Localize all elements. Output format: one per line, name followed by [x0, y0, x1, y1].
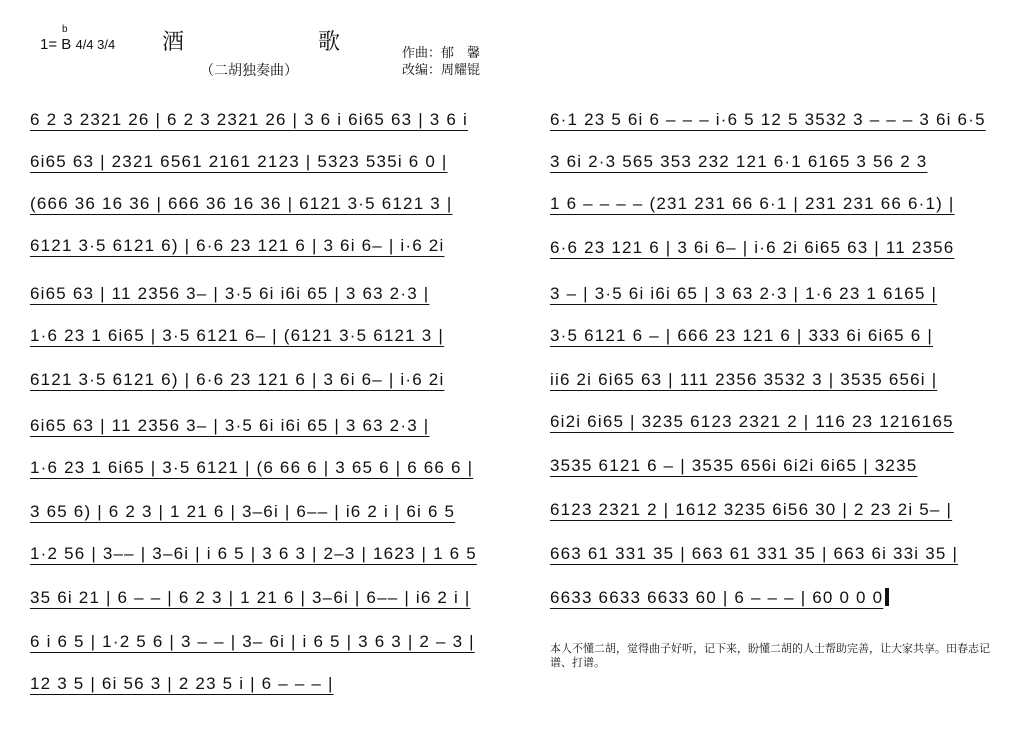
arranger-credit: 改编：周耀锟 [402, 62, 481, 77]
title-char-2: 歌 [318, 29, 341, 54]
score-line: 3 65 6) | 6 2 3 | 1 21 6 | 3–6i | 6–– | i6 2 i | 6i 6 5 [30, 502, 456, 521]
score-line: 3535 6121 6 – | 3535 656i 6i2i 6i65 | 3235 [550, 456, 918, 475]
score-line: 1·6 23 1 6i65 | 3·5 6121 6– | (6121 3·5 6121 3 | [30, 326, 444, 345]
score-line: 6·6 23 121 6 | 3 6i 6– | i·6 2i 6i65 63 | 11 2356 [550, 238, 955, 257]
score-line: 6121 3·5 6121 6) | 6·6 23 121 6 | 3 6i 6– | i·6 2i [30, 370, 445, 389]
key-prefix: 1= [40, 36, 58, 53]
score-line: 35 6i 21 | 6 – – | 6 2 3 | 1 21 6 | 3–6i | 6–– | i6 2 i | [30, 588, 471, 607]
score-line: 3 6i 2·3 565 353 232 121 6·1 6165 3 56 2 3 [550, 152, 928, 171]
key-letter: B [61, 36, 72, 53]
score-line: 6 2 3 2321 26 | 6 2 3 2321 26 | 3 6 i 6i65 63 | 3 6 i [30, 110, 468, 129]
key-signature [40, 24, 116, 53]
score-line: ii6 2i 6i65 63 | 111 2356 3532 3 | 3535 656i | [550, 370, 938, 389]
score-line: 3 – | 3·5 6i i6i 65 | 3 63 2·3 | 1·6 23 1 6165 | [550, 284, 938, 303]
composer-credit: 作曲：郁 馨 [402, 45, 481, 60]
score-line: 1·2 56 | 3–– | 3–6i | i 6 5 | 3 6 3 | 2–3 | 1623 | 1 6 5 [30, 544, 477, 563]
time-signature: 4/4 3/4 [75, 37, 116, 52]
score-line-final [550, 588, 1005, 612]
score-line: 1·6 23 1 6i65 | 3·5 6121 | (6 66 6 | 3 65 6 | 6 66 6 | [30, 458, 474, 477]
score-line: 6123 2321 2 | 1612 3235 6i56 30 | 2 23 2i 5– | [550, 500, 953, 519]
score-line: (666 36 16 36 | 666 36 16 36 | 6121 3·5 6121 3 | [30, 194, 453, 213]
score-line-final-text: 6633 6633 6633 60 | 6 – – – | 60 0 0 0 [550, 588, 884, 607]
title-char-1: 酒 [162, 29, 185, 54]
final-barline [885, 588, 889, 606]
score-line: 12 3 5 | 6i 56 3 | 2 23 5 i | 6 – – – | [30, 674, 334, 693]
score-line: 6121 3·5 6121 6) | 6·6 23 121 6 | 3 6i 6– | i·6 2i [30, 236, 445, 255]
score-line: 6i65 63 | 2321 6561 2161 2123 | 5323 535i 6 0 | [30, 152, 448, 171]
credits [402, 44, 480, 78]
score-line: 6·1 23 5 6i 6 – – – i·6 5 12 5 3532 3 – – – 3 6i 6·5 [550, 110, 986, 129]
score-line: 663 61 331 35 | 663 61 331 35 | 663 6i 33i 35 | [550, 544, 959, 563]
key-flat-sign: b [62, 24, 68, 35]
subtitle: （二胡独奏曲） [200, 62, 298, 78]
transcriber-note: 本人不懂二胡，觉得曲子好听，记下来，盼懂二胡的人士帮助完善，让大家共享。田春志记谱、打谱。 [550, 643, 990, 669]
score-line: 6i2i 6i65 | 3235 6123 2321 2 | 116 23 1216165 [550, 412, 954, 431]
score-line: 6 i 6 5 | 1·2 5 6 | 3 – – | 3– 6i | i 6 5 | 3 6 3 | 2 – 3 | [30, 632, 475, 651]
score-line: 1 6 – – – – (231 231 66 6·1 | 231 231 66 6·1) | [550, 194, 955, 213]
score-line: 6i65 63 | 11 2356 3– | 3·5 6i i6i 65 | 3 63 2·3 | [30, 416, 430, 435]
score-line: 3·5 6121 6 – | 666 23 121 6 | 333 6i 6i65 6 | [550, 326, 933, 345]
score-line: 6i65 63 | 11 2356 3– | 3·5 6i i6i 65 | 3 63 2·3 | [30, 284, 430, 303]
